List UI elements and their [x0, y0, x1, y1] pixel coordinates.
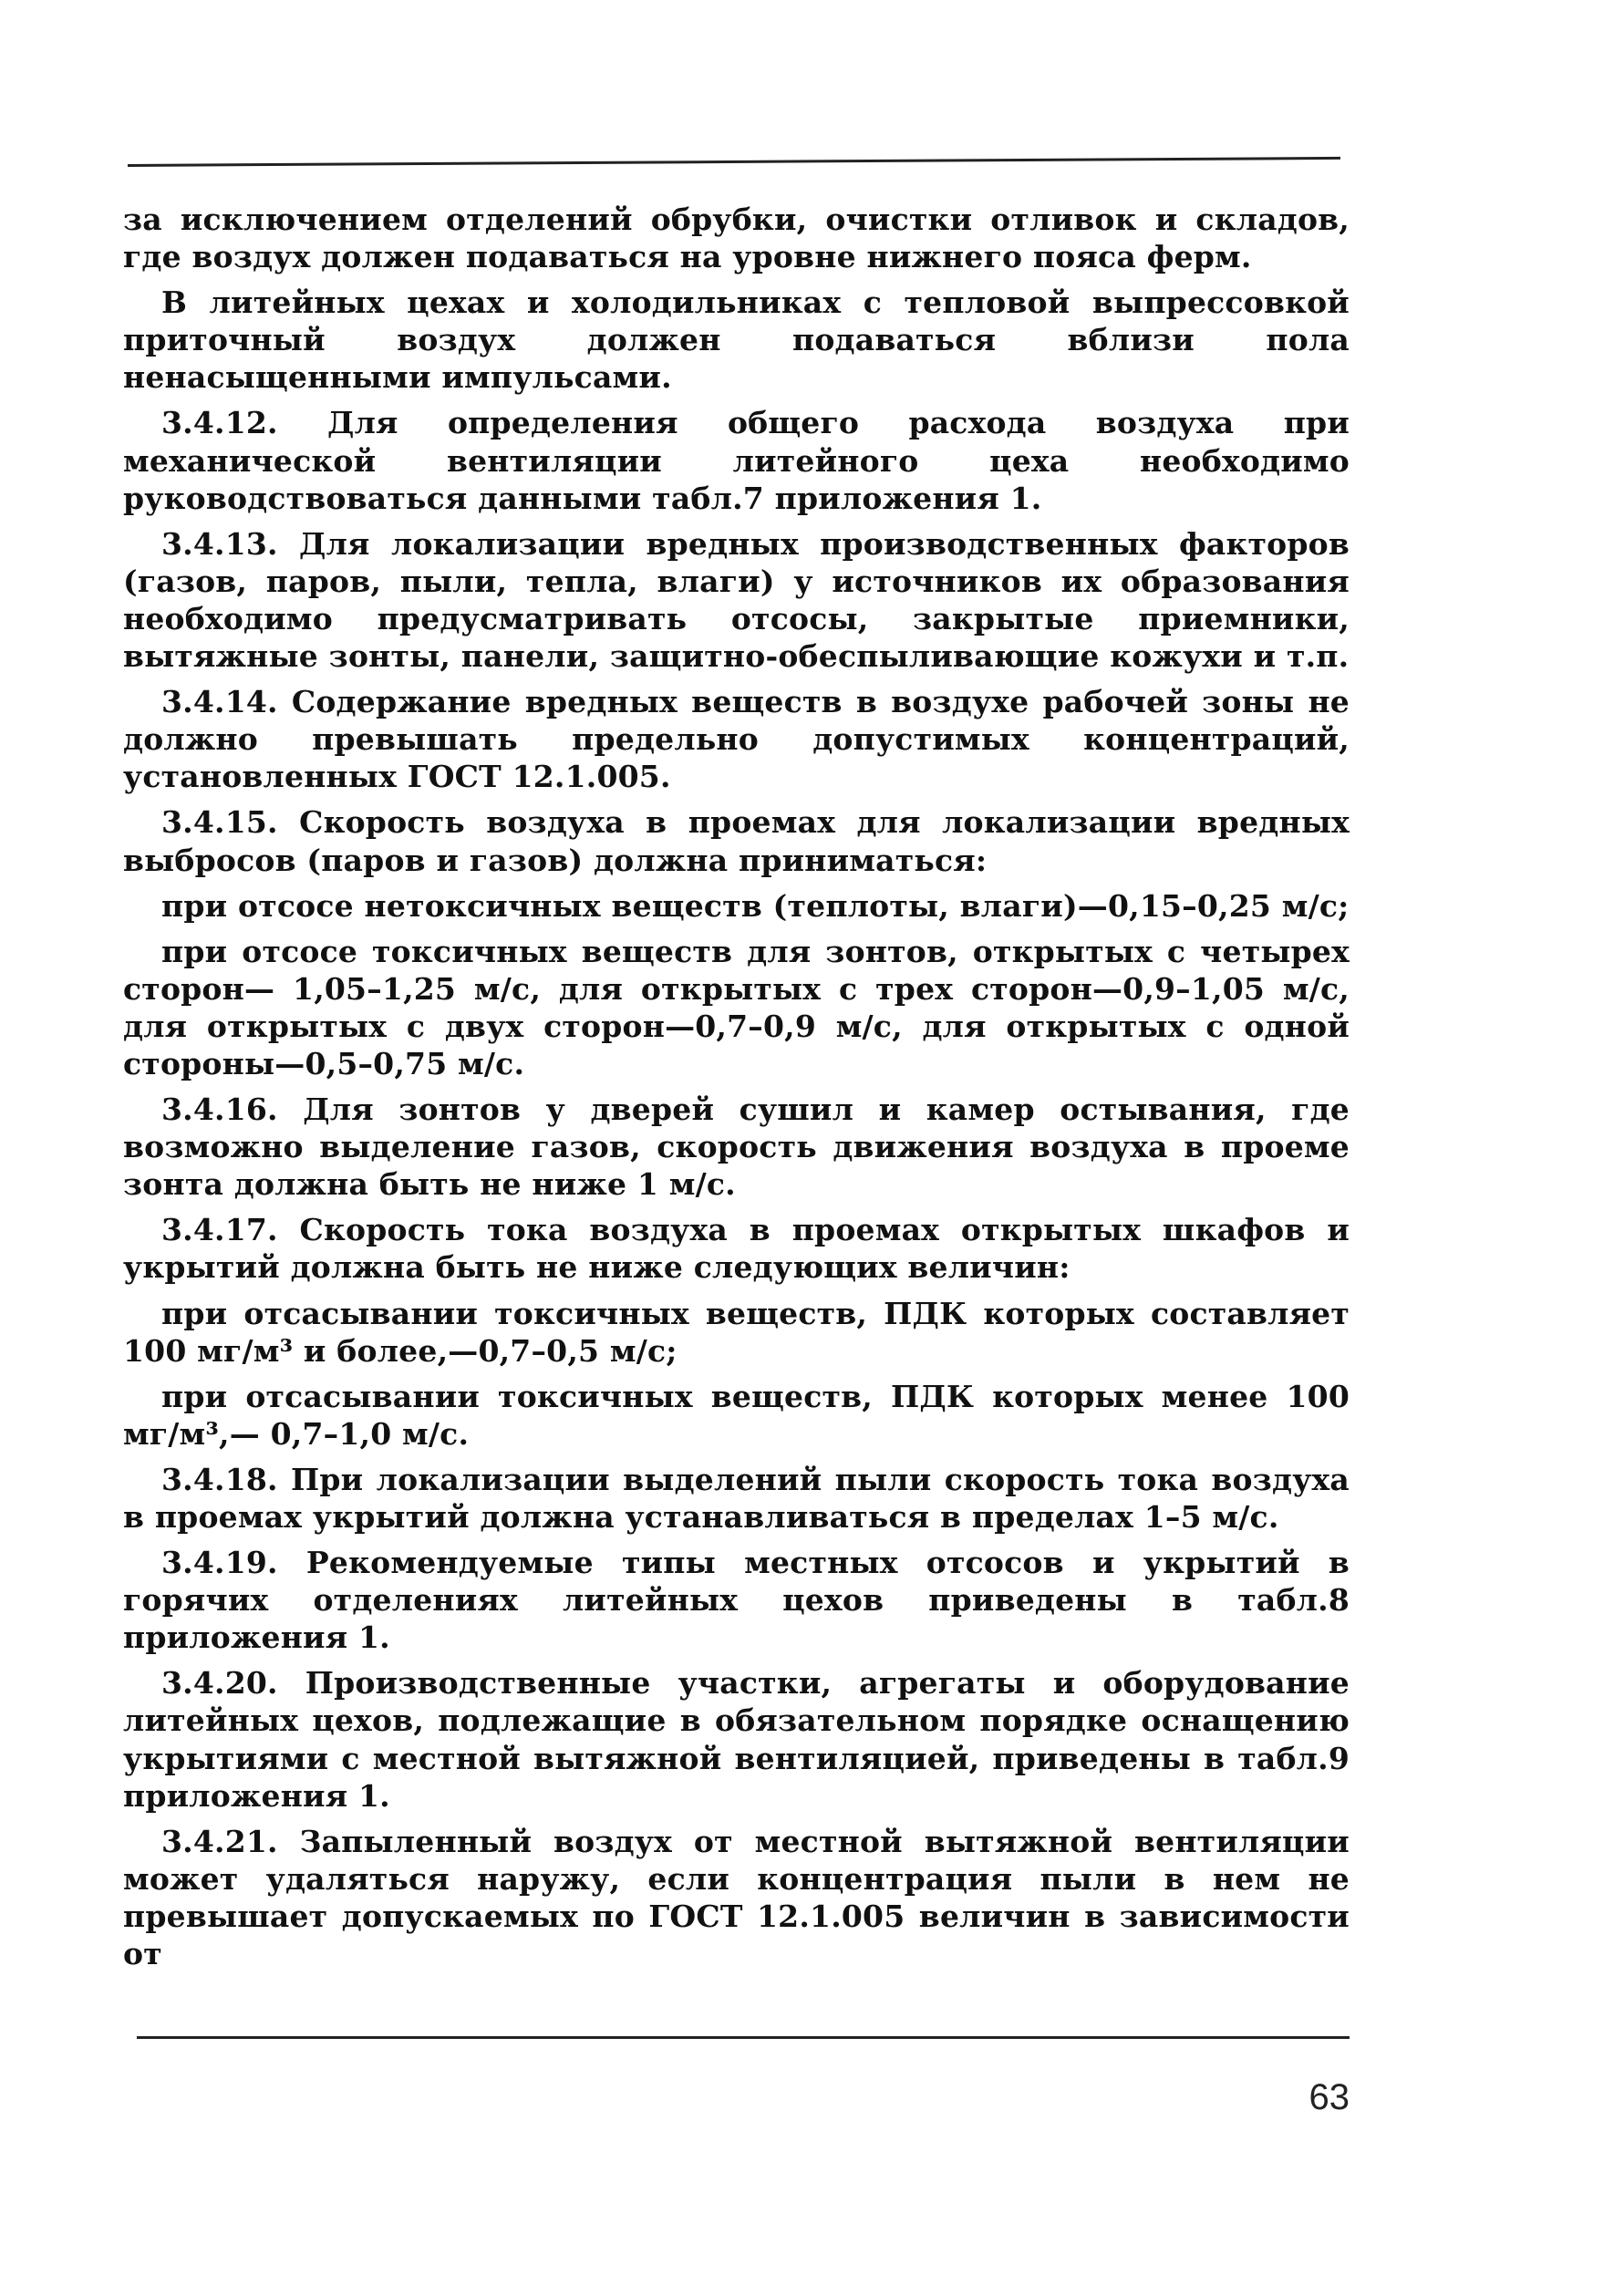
paragraph-3-4-15: 3.4.15. Скорость воздуха в проемах для локализации вредных выбросов (паров и газов) должна приниматься: [123, 804, 1350, 878]
page-number: 63 [1309, 2077, 1350, 2117]
paragraph: за исключением отделений обрубки, очистки отливок и складов, где воздух должен подаваться на уровне нижнего пояса ферм. [123, 202, 1350, 275]
paragraph-3-4-20: 3.4.20. Производственные участки, агрегаты и оборудование литейных цехов, подлежащие в обязательном порядке оснащению укрытиями с местной вытяжной вентиляцией, приведены в табл.9 приложения 1. [123, 1665, 1350, 1814]
paragraph: В литейных цехах и холодильниках с тепловой выпрессовкой приточный воздух должен подаваться вблизи пола ненасыщенными импульсами. [123, 284, 1350, 396]
paragraph: при отсасывании токсичных веществ, ПДК которых составляет 100 мг/м³ и более,—0,7–0,5 м/с; [123, 1295, 1350, 1369]
paragraph-3-4-21: 3.4.21. Запыленный воздух от местной вытяжной вентиляции может удаляться наружу, если концентрация пыли в нем не превышает допускаемых по ГОСТ 12.1.005 величин в зависимости от [123, 1823, 1350, 1972]
paragraph-3-4-18: 3.4.18. При локализации выделений пыли скорость тока воздуха в проемах укрытий должна устанавливаться в пределах 1–5 м/с. [123, 1461, 1350, 1535]
body-text [123, 201, 1350, 1981]
paragraph: при отсосе токсичных веществ для зонтов, открытых с четырех сторон— 1,05–1,25 м/с, для открытых с трех сторон—0,9–1,05 м/с, для открытых с двух сторон—0,7–0,9 м/с, для открытых с одной стороны—0,5–0,75 м/с. [123, 933, 1350, 1081]
top-rule [128, 157, 1340, 167]
paragraph-3-4-19: 3.4.19. Рекомендуемые типы местных отсосов и укрытий в горячих отделениях литейных цехов приведены в табл.8 приложения 1. [123, 1545, 1350, 1656]
paragraph: при отсосе нетоксичных веществ (теплоты, влаги)—0,15–0,25 м/с; [161, 887, 1350, 924]
paragraph: при отсасывании токсичных веществ, ПДК которых менее 100 мг/м³,— 0,7–1,0 м/с. [123, 1378, 1350, 1452]
paragraph-3-4-12: 3.4.12. Для определения общего расхода воздуха при механической вентиляции литейного цеха необходимо руководствоваться данными табл.7 приложения 1. [123, 405, 1350, 516]
paragraph-3-4-17: 3.4.17. Скорость тока воздуха в проемах открытых шкафов и укрытий должна быть не ниже следующих величин: [123, 1212, 1350, 1286]
paragraph-3-4-14: 3.4.14. Содержание вредных веществ в воздухе рабочей зоны не должно превышать предельно допустимых концентраций, установленных ГОСТ 12.1.005. [123, 684, 1350, 795]
paragraph-3-4-13: 3.4.13. Для локализации вредных производственных факторов (газов, паров, пыли, тепла, влаги) у источников их образования необходимо предусматривать отсосы, закрытые приемники, вытяжные зонты, панели, защитно-обеспыливающие кожухи и т.п. [123, 525, 1350, 675]
bottom-rule [137, 2036, 1350, 2039]
paragraph-3-4-16: 3.4.16. Для зонтов у дверей сушил и камер остывания, где возможно выделение газов, скорость движения воздуха в проеме зонта должна быть не ниже 1 м/с. [123, 1091, 1350, 1203]
